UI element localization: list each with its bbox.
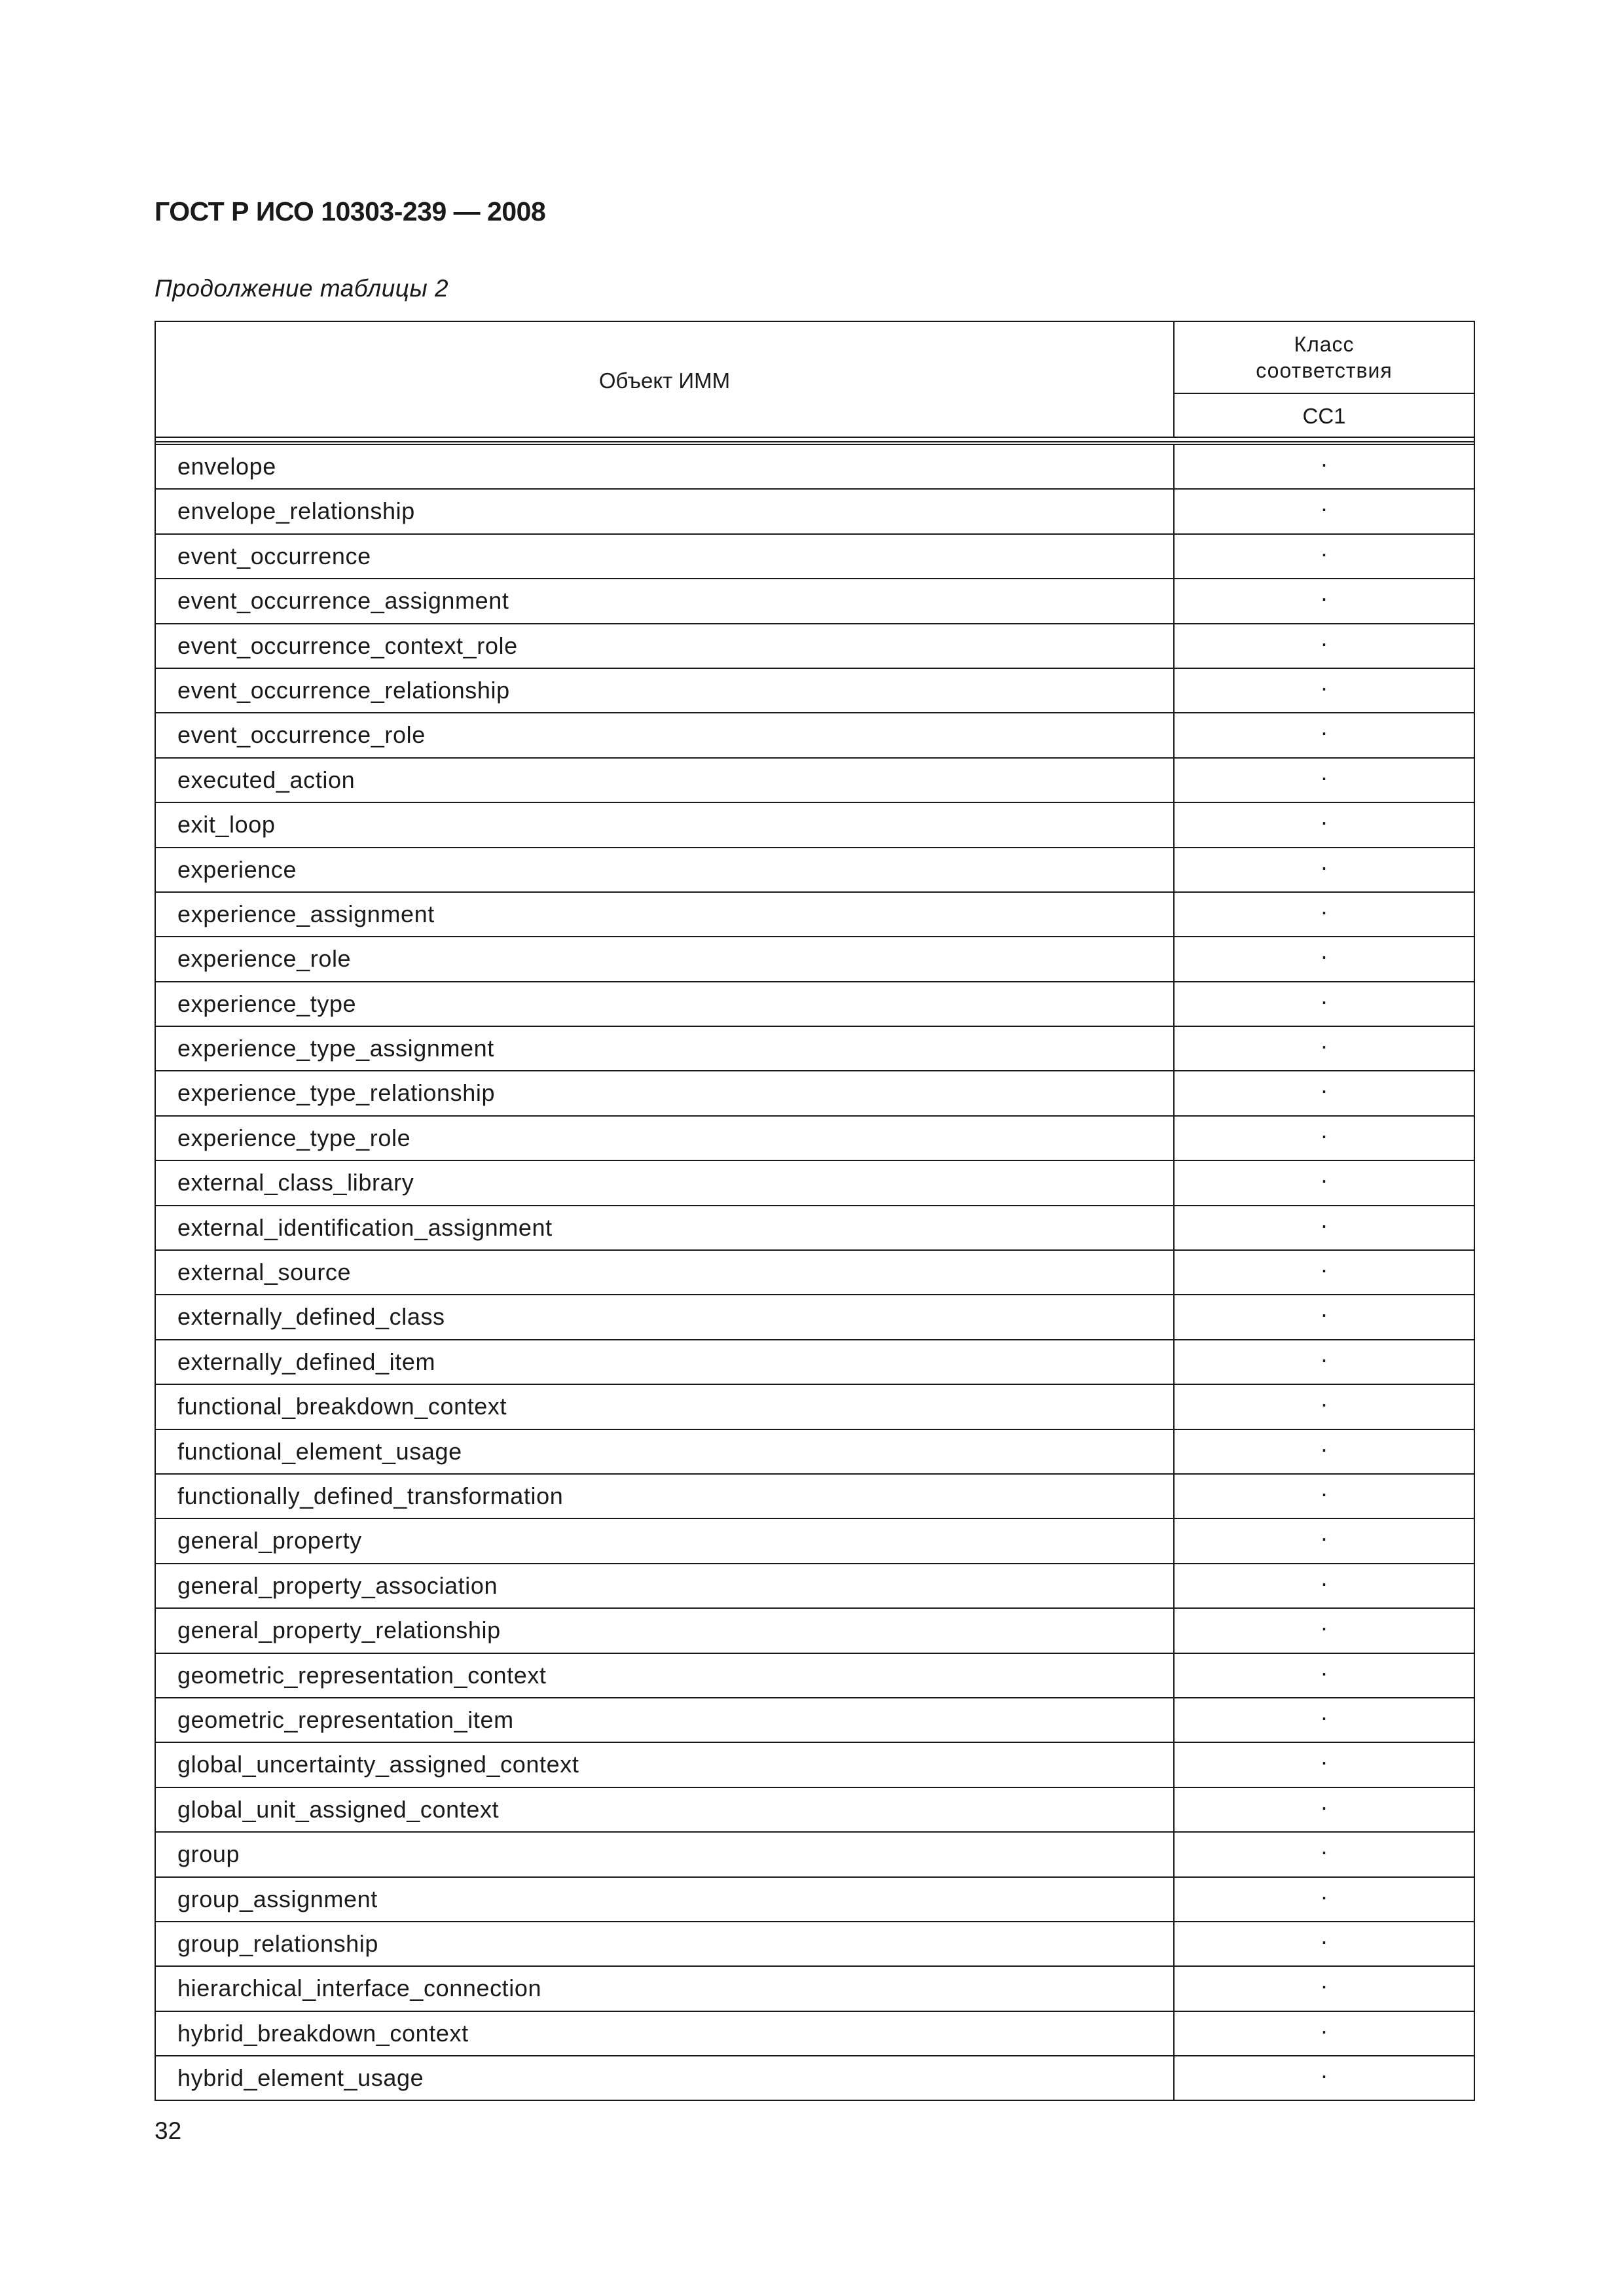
cell-entity-name: experience_type: [156, 982, 1175, 1026]
table-row: [156, 1205, 1474, 1249]
cell-cc1-mark: ·: [1320, 1793, 1328, 1820]
cell-entity-name: functional_breakdown_context: [156, 1385, 1175, 1428]
table-row: [156, 2011, 1474, 2055]
cell-entity-name: experience_type_assignment: [156, 1027, 1175, 1070]
cell-entity-name: functional_element_usage: [156, 1430, 1175, 1473]
table-row: [156, 981, 1474, 1026]
table-row: [156, 1653, 1474, 1697]
cell-entity-name: event_occurrence_role: [156, 713, 1175, 757]
table-row: [156, 1026, 1474, 1070]
table-caption: Продолжение таблицы 2: [155, 275, 449, 302]
cell-cc1-mark: ·: [1320, 763, 1328, 791]
cell-cc1-mark: ·: [1320, 495, 1328, 522]
table-header: [156, 322, 1474, 438]
cell-entity-name: hierarchical_interface_connection: [156, 1967, 1175, 2010]
table-row: [156, 1742, 1474, 1786]
column-header-class: [1175, 322, 1474, 394]
cell-cc1-mark: ·: [1320, 987, 1328, 1014]
table-row: [156, 1384, 1474, 1428]
cell-cc1-mark: ·: [1320, 1077, 1328, 1104]
table-row: [156, 444, 1474, 488]
cell-entity-name: general_property_association: [156, 1564, 1175, 1607]
cell-entity-name: hybrid_breakdown_context: [156, 2012, 1175, 2055]
cell-entity-name: hybrid_element_usage: [156, 2056, 1175, 2100]
table-row: [156, 1563, 1474, 1607]
cell-cc1-mark: ·: [1320, 1838, 1328, 1865]
cell-entity-name: experience: [156, 848, 1175, 891]
document-header: ГОСТ Р ИСО 10303-239 — 2008: [155, 196, 546, 226]
table-row: [156, 578, 1474, 622]
cell-entity-name: group_assignment: [156, 1878, 1175, 1921]
cell-entity-name: group: [156, 1833, 1175, 1876]
table-row: [156, 1160, 1474, 1204]
cell-entity-name: envelope_relationship: [156, 490, 1175, 533]
table-row: [156, 1876, 1474, 1921]
cell-cc1-mark: ·: [1320, 1524, 1328, 1552]
table-row: [156, 1518, 1474, 1562]
cell-cc1-mark: ·: [1320, 1479, 1328, 1507]
column-header-cc1: CC1: [1302, 403, 1346, 428]
cell-cc1-mark: ·: [1320, 1211, 1328, 1238]
cell-entity-name: global_uncertainty_assigned_context: [156, 1743, 1175, 1786]
page-number: 32: [155, 2117, 182, 2144]
table-row: [156, 1473, 1474, 1518]
cell-entity-name: external_class_library: [156, 1161, 1175, 1204]
column-header-class-line2: соответствия: [1256, 359, 1393, 382]
table-row: [156, 488, 1474, 533]
cell-entity-name: experience_type_relationship: [156, 1071, 1175, 1115]
table-row: [156, 1115, 1474, 1160]
table-row: [156, 2055, 1474, 2100]
table-row: [156, 1607, 1474, 1652]
cell-cc1-mark: ·: [1320, 1032, 1328, 1060]
table-row: [156, 1294, 1474, 1338]
cell-cc1-mark: ·: [1320, 1569, 1328, 1596]
table-row: [156, 847, 1474, 891]
cell-cc1-mark: ·: [1320, 539, 1328, 567]
table-row: [156, 533, 1474, 578]
cell-cc1-mark: ·: [1320, 1345, 1328, 1372]
cell-entity-name: geometric_representation_item: [156, 1698, 1175, 1742]
cell-cc1-mark: ·: [1320, 1435, 1328, 1462]
table-row: [156, 668, 1474, 712]
table-row: [156, 891, 1474, 936]
cell-cc1-mark: ·: [1320, 808, 1328, 836]
cell-entity-name: external_identification_assignment: [156, 1206, 1175, 1249]
column-header-class-group: [1175, 322, 1474, 437]
table-row: [156, 623, 1474, 668]
cell-entity-name: geometric_representation_context: [156, 1654, 1175, 1697]
cell-cc1-mark: ·: [1320, 1882, 1328, 1910]
cell-cc1-mark: ·: [1320, 673, 1328, 701]
table-row: [156, 1697, 1474, 1742]
cell-cc1-mark: ·: [1320, 450, 1328, 477]
cell-entity-name: experience_type_role: [156, 1117, 1175, 1160]
table-body: [156, 444, 1474, 2100]
cell-cc1-mark: ·: [1320, 1614, 1328, 1641]
cell-entity-name: global_unit_assigned_context: [156, 1788, 1175, 1831]
table-row: [156, 1831, 1474, 1876]
cell-cc1-mark: ·: [1320, 1121, 1328, 1149]
cell-cc1-mark: ·: [1320, 1300, 1328, 1328]
cell-entity-name: general_property: [156, 1519, 1175, 1562]
cell-entity-name: event_occurrence: [156, 535, 1175, 578]
cell-cc1-mark: ·: [1320, 1703, 1328, 1731]
column-header-class-line1: Класс: [1294, 332, 1355, 356]
cell-cc1-mark: ·: [1320, 1927, 1328, 1954]
cell-cc1-mark: ·: [1320, 584, 1328, 612]
cell-cc1-mark: ·: [1320, 942, 1328, 970]
cell-entity-name: experience_assignment: [156, 893, 1175, 936]
table-row: [156, 1070, 1474, 1115]
table-row: [156, 1339, 1474, 1384]
cell-cc1-mark: ·: [1320, 2017, 1328, 2044]
table-row: [156, 1429, 1474, 1473]
cell-cc1-mark: ·: [1320, 1748, 1328, 1776]
cell-cc1-mark: ·: [1320, 2062, 1328, 2089]
cell-cc1-mark: ·: [1320, 719, 1328, 746]
cell-cc1-mark: ·: [1320, 1256, 1328, 1283]
cell-cc1-mark: ·: [1320, 629, 1328, 656]
cell-entity-name: executed_action: [156, 759, 1175, 802]
cell-cc1-mark: ·: [1320, 1972, 1328, 2000]
cell-entity-name: exit_loop: [156, 803, 1175, 846]
cell-entity-name: group_relationship: [156, 1922, 1175, 1965]
cell-entity-name: externally_defined_class: [156, 1295, 1175, 1338]
cell-cc1-mark: ·: [1320, 853, 1328, 880]
column-header-entity: Объект ИММ: [156, 322, 1175, 437]
cell-entity-name: external_source: [156, 1251, 1175, 1294]
table-row: [156, 1787, 1474, 1831]
cell-entity-name: event_occurrence_assignment: [156, 579, 1175, 622]
cell-entity-name: envelope: [156, 445, 1175, 488]
cell-cc1-mark: ·: [1320, 1659, 1328, 1686]
table-row: [156, 802, 1474, 846]
table-row: [156, 1249, 1474, 1294]
cell-entity-name: functionally_defined_transformation: [156, 1475, 1175, 1518]
cell-entity-name: event_occurrence_context_role: [156, 624, 1175, 668]
table-row: [156, 1965, 1474, 2010]
table-row: [156, 757, 1474, 802]
cell-cc1-mark: ·: [1320, 1166, 1328, 1194]
cell-cc1-mark: ·: [1320, 897, 1328, 925]
cell-entity-name: event_occurrence_relationship: [156, 669, 1175, 712]
conformance-table: [155, 321, 1475, 2101]
table-row: [156, 1921, 1474, 1965]
table-row: [156, 936, 1474, 980]
cell-entity-name: experience_role: [156, 937, 1175, 980]
cell-entity-name: externally_defined_item: [156, 1340, 1175, 1384]
cell-cc1-mark: ·: [1320, 1390, 1328, 1418]
table-row: [156, 712, 1474, 757]
cell-entity-name: general_property_relationship: [156, 1609, 1175, 1652]
